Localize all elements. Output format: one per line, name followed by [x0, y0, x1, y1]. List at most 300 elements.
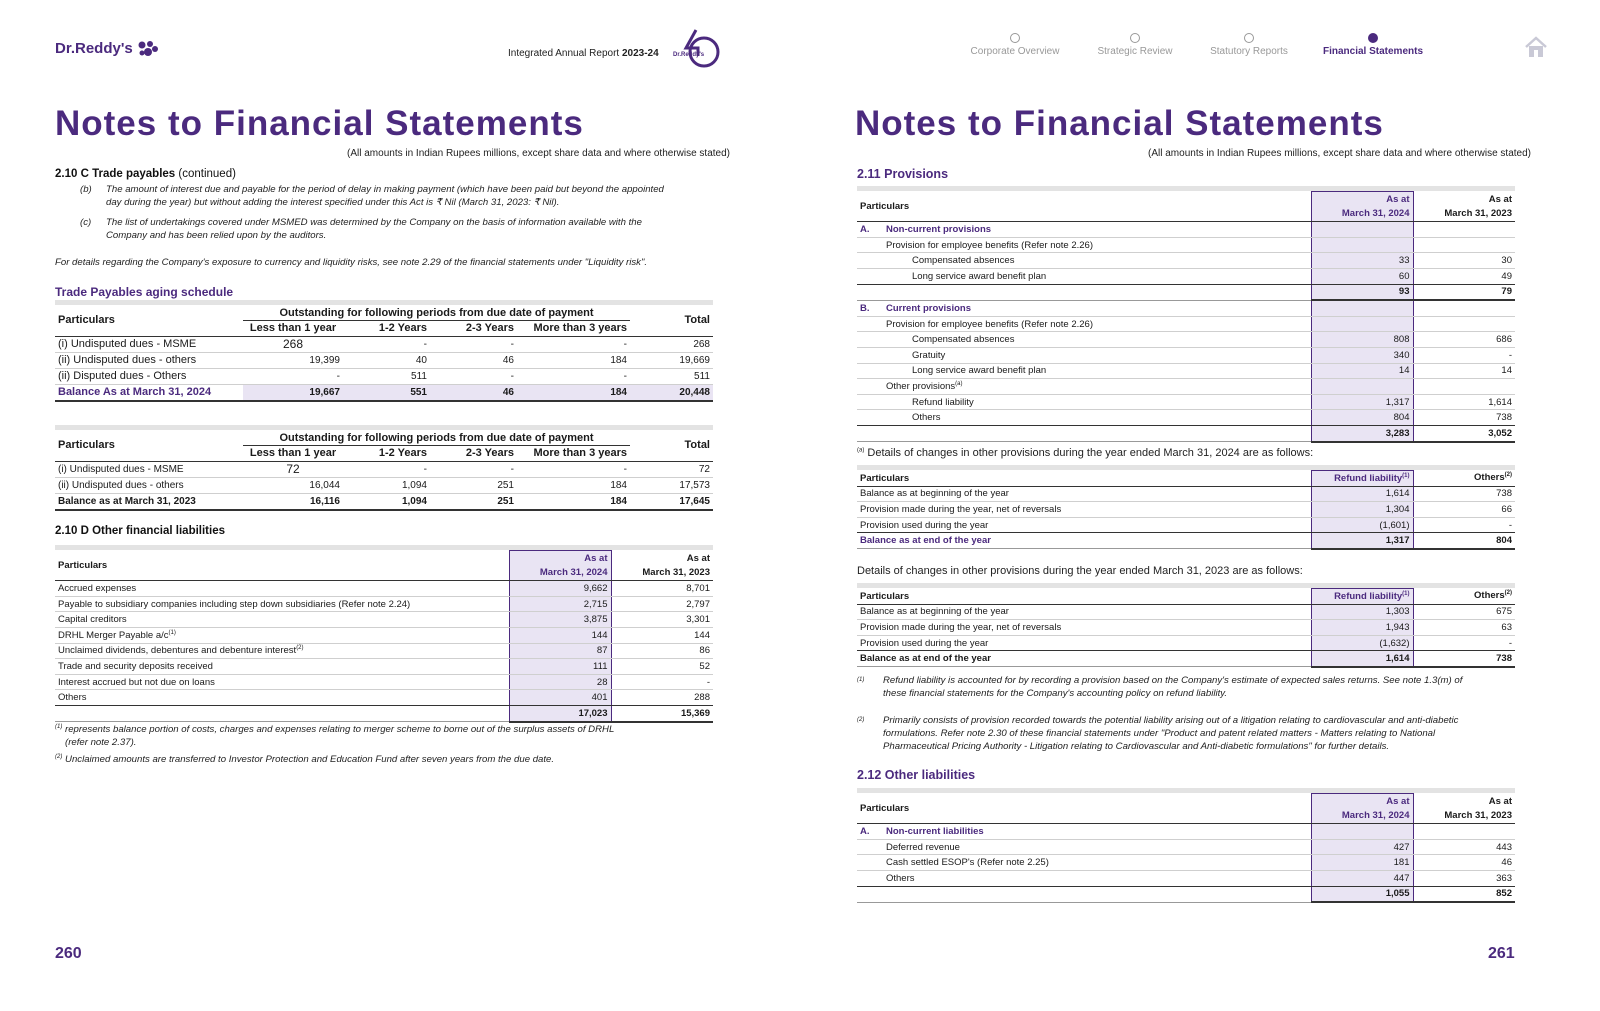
nav-corporate-overview[interactable]	[950, 33, 1080, 57]
cell: 1,317	[1311, 394, 1413, 410]
cell: 447	[1311, 870, 1413, 886]
row-label: Balance as at end of the year	[857, 651, 1311, 667]
cell: -	[343, 461, 430, 477]
nav-dot-icon	[1010, 33, 1020, 43]
row-label: Provision used during the year	[857, 635, 1311, 651]
cell: 1,303	[1311, 604, 1413, 620]
row-label: Long service award benefit plan	[909, 268, 1311, 284]
footnote-others	[857, 714, 1517, 756]
row-label: Interest accrued but not due on loans	[55, 674, 509, 690]
para-c	[80, 216, 720, 244]
row-index: A.	[857, 824, 883, 840]
cell	[883, 332, 909, 348]
footnote-ref: (2)	[296, 645, 304, 652]
footnote-ref: (a)	[955, 380, 963, 387]
cell	[883, 394, 909, 410]
nav-strategic-review[interactable]	[1070, 33, 1200, 57]
cell: 184	[517, 477, 630, 493]
ch23-particulars-header: Particulars	[857, 589, 1311, 605]
cell: -	[1413, 517, 1515, 533]
para-b-line1: The amount of interest due and payable for the period of delay in making payment (which have been paid but beyond the appointed	[106, 184, 664, 195]
ch24-particulars-header: Particulars	[857, 471, 1311, 487]
cell: 30	[1413, 253, 1515, 269]
col-label: Others	[1474, 590, 1505, 602]
aging-total-header: Total	[630, 430, 713, 461]
cell: 288	[611, 690, 713, 706]
section-211-heading: 2.11 Provisions	[857, 167, 949, 181]
row-label: Gratuity	[909, 347, 1311, 363]
cell	[1413, 824, 1515, 840]
cell: 1,943	[1311, 620, 1413, 636]
cell: 16,116	[243, 493, 343, 510]
cell	[883, 410, 909, 426]
row-label-wrap	[883, 379, 1311, 395]
cell: 14	[1311, 363, 1413, 379]
cell: 738	[1413, 486, 1515, 502]
nav-dot-icon	[1130, 33, 1140, 43]
ch24-col-refund	[1311, 471, 1413, 487]
cell: 1,614	[1311, 651, 1413, 667]
cell: 19,669	[630, 352, 713, 368]
provisions-table	[857, 191, 1515, 443]
aging-col-1-2: 1-2 Years	[378, 447, 427, 460]
cell	[857, 363, 883, 379]
page-title: Notes to Financial Statements	[55, 104, 584, 143]
table-row	[55, 643, 713, 659]
cell: 808	[1311, 332, 1413, 348]
cell: 79	[1413, 284, 1515, 300]
cell	[857, 410, 883, 426]
aging-group-header: Outstanding for following periods from due date of payment	[243, 430, 630, 446]
aging-col-1-2: 1-2 Years	[378, 322, 427, 335]
ol-col-2023: March 31, 2023	[1413, 809, 1515, 824]
ol-col-2024: March 31, 2024	[1311, 809, 1413, 824]
cell	[857, 332, 883, 348]
cell	[857, 347, 883, 363]
ofl-col-2023: March 31, 2023	[611, 566, 713, 581]
cell: 63	[1413, 620, 1515, 636]
col-label: Others	[1474, 472, 1505, 484]
table-row	[857, 316, 1515, 332]
section-210c-heading	[55, 168, 236, 180]
cell: -	[517, 336, 630, 352]
ol-particulars-header: Particulars	[857, 794, 1311, 824]
row-label: Balance As at March 31, 2024	[55, 384, 243, 401]
nav-label: Statutory Reports	[1210, 46, 1288, 57]
nav-label: Financial Statements	[1322, 46, 1424, 57]
row-label: Others	[883, 870, 1311, 886]
report-title	[508, 48, 659, 59]
aging-group-header: Outstanding for following periods from due date of payment	[243, 305, 630, 321]
cell: 251	[430, 477, 517, 493]
table-row	[857, 363, 1515, 379]
footnote-ref: (2)	[1504, 590, 1512, 597]
cell: 46	[430, 384, 517, 401]
liquidity-note: For details regarding the Company's exposure to currency and liquidity risks, see note 2.29 of the financial statements under "Liquidity risk".	[55, 257, 648, 268]
cell	[857, 268, 883, 284]
cell: 1,094	[343, 477, 430, 493]
footnote-1-marker: (1)	[55, 724, 63, 730]
prov-particulars-header: Particulars	[857, 192, 1311, 222]
para-b	[80, 183, 720, 211]
table-row	[55, 627, 713, 643]
footnote-1-line2: (refer note 2.37).	[65, 737, 137, 749]
cell: -	[243, 368, 343, 384]
cell: 3,301	[611, 612, 713, 628]
cell: 184	[517, 384, 630, 401]
cell	[857, 316, 883, 332]
cell: 1,055	[1311, 886, 1413, 902]
footnote-2-line1: Primarily consists of provision recorded towards the potential liability arising out of a litigation relating to cardiovascular and anti-diabetic	[883, 715, 1459, 726]
row-label: Long service award benefit plan	[909, 363, 1311, 379]
cell	[857, 379, 883, 395]
row-label: (i) Undisputed dues - MSME	[55, 461, 243, 477]
row-label: (ii) Undisputed dues - others	[55, 352, 243, 368]
row-label: Provision for employee benefits (Refer note 2.26)	[883, 237, 1311, 253]
cell: 19,399	[243, 352, 343, 368]
aging-col-gt3: More than 3 years	[533, 322, 627, 335]
cell	[1413, 316, 1515, 332]
aging-title: Trade Payables aging schedule	[55, 285, 234, 299]
row-label-wrap	[55, 627, 509, 643]
footnote-2-line2: formulations. Refer note 2.30 of these financial statements under "Product and patent related matters - Matters relating to National	[883, 728, 1436, 739]
cell	[883, 363, 909, 379]
cell: 46	[1413, 855, 1515, 871]
nav-label: Strategic Review	[1097, 46, 1173, 57]
nav-dot-icon	[1368, 33, 1378, 43]
cell: 2,797	[611, 596, 713, 612]
row-label: Trade and security deposits received	[55, 659, 509, 675]
footnote-2-marker: (2)	[55, 754, 63, 760]
cell: 401	[509, 690, 611, 706]
cell	[1311, 300, 1413, 316]
cell: 72	[630, 461, 713, 477]
row-label: (i) Undisputed dues - MSME	[55, 336, 243, 352]
cell: 93	[1311, 284, 1413, 300]
table-row	[55, 674, 713, 690]
table-row	[55, 461, 713, 477]
cell: 144	[611, 627, 713, 643]
aging-particulars-header: Particulars	[55, 430, 243, 461]
cell: 3,875	[509, 612, 611, 628]
cell	[1413, 237, 1515, 253]
ofl-asat-2023: As at	[686, 552, 710, 564]
section-210c-suffix: (continued)	[175, 168, 236, 180]
logo-text: Dr.Reddy's	[55, 40, 133, 57]
row-label: Balance as at end of the year	[857, 533, 1311, 549]
cell: 2,715	[509, 596, 611, 612]
table-row	[857, 486, 1515, 502]
cell	[857, 237, 883, 253]
cell: 28	[509, 674, 611, 690]
cell	[1311, 237, 1413, 253]
footnote-2-text: Unclaimed amounts are transferred to Investor Protection and Education Fund after seven years from the due date.	[65, 754, 555, 766]
col-label: Refund liability	[1334, 472, 1403, 484]
cell: -	[343, 336, 430, 352]
cell	[1413, 379, 1515, 395]
row-label: (ii) Disputed dues - Others	[55, 368, 243, 384]
aging-total-header: Total	[630, 305, 713, 336]
cell: 1,304	[1311, 502, 1413, 518]
table-row	[857, 394, 1515, 410]
row-label: Deferred revenue	[883, 839, 1311, 855]
logo-dots-icon	[137, 40, 159, 58]
cell: -	[430, 336, 517, 352]
row-label: Unclaimed dividends, debentures and debenture interest	[58, 645, 297, 657]
cell: 111	[509, 659, 611, 675]
cell: 363	[1413, 870, 1515, 886]
footnote-refund	[857, 674, 1517, 702]
table-row	[55, 659, 713, 675]
cell	[857, 253, 883, 269]
cell: 60	[1311, 268, 1413, 284]
amount-note: (All amounts in Indian Rupees millions, except share data and where otherwise stated)	[347, 148, 730, 159]
col-label: Refund liability	[1334, 590, 1403, 602]
report-title-year: 2023-24	[621, 48, 659, 59]
cell: 52	[611, 659, 713, 675]
cell: 17,645	[630, 493, 713, 510]
footnote-1-line1: Refund liability is accounted for by recording a provision based on the Company's estimate of expected sales returns. See note 1.3(m) of	[883, 675, 1463, 686]
nav-dot-icon	[1244, 33, 1254, 43]
page-title: Notes to Financial Statements	[855, 104, 1384, 143]
cell: 686	[1413, 332, 1515, 348]
footnote-ref: (1)	[168, 629, 176, 636]
ofl-asat-2024: As at	[509, 551, 611, 566]
row-label: Current provisions	[883, 300, 1311, 316]
cell	[857, 425, 1311, 441]
badge-text: Dr.Reddy's	[673, 52, 705, 58]
cell: 15,369	[611, 705, 713, 721]
row-label: Balance as at beginning of the year	[857, 486, 1311, 502]
row-label: Non-current liabilities	[883, 824, 1311, 840]
changes-2024-table	[857, 470, 1515, 550]
aging-table-2024	[55, 305, 713, 402]
table-row	[857, 502, 1515, 518]
table-row	[857, 253, 1515, 269]
table-row	[857, 517, 1515, 533]
row-index: B.	[857, 300, 883, 316]
other-financial-liabilities-table	[55, 550, 713, 723]
nav-statutory-reports[interactable]	[1184, 33, 1314, 57]
cell	[1413, 222, 1515, 238]
cell: 144	[509, 627, 611, 643]
cell	[857, 886, 1311, 902]
cell: 66	[1413, 502, 1515, 518]
ch24-col-others	[1413, 471, 1515, 487]
cell: 427	[1311, 839, 1413, 855]
cell: 738	[1413, 410, 1515, 426]
cell	[1311, 316, 1413, 332]
row-label: Payable to subsidiary companies including step down subsidiaries (Refer note 2.24)	[55, 596, 509, 612]
table-row	[55, 336, 713, 352]
table-row	[857, 222, 1515, 238]
ofl-col-2024: March 31, 2024	[509, 566, 611, 581]
prov-asat-2023: As at	[1488, 193, 1512, 205]
section-nav	[950, 33, 1430, 63]
footnote-1-line2: these financial statements for the Company's accounting policy on refund liability.	[883, 688, 1228, 699]
cell: 87	[509, 643, 611, 659]
cell: -	[430, 368, 517, 384]
section-210c-title: 2.10 C Trade payables	[55, 168, 176, 180]
table-row	[55, 690, 713, 706]
aging-col-2-3: 2-3 Years	[465, 447, 514, 460]
footnote-2-line3: Pharmaceutical Pricing Authority - Litigation relating to Cardiovascular and Anti-diabetic formulations" for further details.	[883, 741, 1390, 752]
company-logo[interactable]	[55, 40, 159, 58]
changes-2024-title	[857, 447, 1313, 459]
footnote-1-line1: represents balance portion of costs, charges and expenses relating to merger scheme to borne out of the surplus assets of DRHL	[65, 724, 615, 736]
cell	[857, 870, 883, 886]
row-label: Others	[55, 690, 509, 706]
section-210d-heading: 2.10 D Other financial liabilities	[55, 525, 226, 537]
cell: 14	[1413, 363, 1515, 379]
total-row	[857, 886, 1515, 902]
row-label: Compensated absences	[909, 253, 1311, 269]
cell: -	[430, 461, 517, 477]
cell: -	[1413, 635, 1515, 651]
row-label-wrap	[55, 643, 509, 659]
row-label: Compensated absences	[909, 332, 1311, 348]
table-row	[857, 870, 1515, 886]
table-row	[857, 620, 1515, 636]
table-row	[857, 268, 1515, 284]
cell: 16,044	[243, 477, 343, 493]
report-title-prefix: Integrated Annual Report	[508, 48, 622, 59]
aging-col-lt1: Less than 1 year	[249, 322, 337, 335]
footnote-ref: (1)	[1402, 472, 1410, 479]
cell: -	[517, 368, 630, 384]
table-row	[857, 855, 1515, 871]
cell	[883, 253, 909, 269]
row-label: Accrued expenses	[55, 581, 509, 597]
cell	[1311, 824, 1413, 840]
ch23-col-others	[1413, 589, 1515, 605]
cell: 268	[243, 336, 343, 352]
cell: 9,662	[509, 581, 611, 597]
aging-col-lt1: Less than 1 year	[249, 447, 337, 460]
table-row	[857, 347, 1515, 363]
ch23-col-refund	[1311, 589, 1413, 605]
row-label	[55, 705, 509, 721]
cell: 1,317	[1311, 533, 1413, 549]
cell: 181	[1311, 855, 1413, 871]
para-c-line2: Company and has been relied upon by the auditors.	[106, 230, 327, 241]
row-label: Balance as at beginning of the year	[857, 604, 1311, 620]
row-label: (ii) Undisputed dues - others	[55, 477, 243, 493]
cell: 8,701	[611, 581, 713, 597]
total-row	[55, 705, 713, 721]
footnote-ref: (a)	[857, 447, 865, 454]
cell: 40	[343, 352, 430, 368]
cell: 511	[343, 368, 430, 384]
changes-2023-table	[857, 588, 1515, 668]
para-c-label: (c)	[80, 217, 92, 228]
row-label: Provision made during the year, net of reversals	[857, 502, 1311, 518]
row-label: Capital creditors	[55, 612, 509, 628]
table-row	[857, 839, 1515, 855]
cell	[857, 839, 883, 855]
row-index: A.	[857, 222, 883, 238]
cell: 268	[630, 336, 713, 352]
ol-asat-2024: As at	[1311, 794, 1413, 809]
cell: -	[611, 674, 713, 690]
row-label: Provision used during the year	[857, 517, 1311, 533]
row-label: Other provisions	[886, 381, 956, 392]
cell: 443	[1413, 839, 1515, 855]
table-row	[55, 477, 713, 493]
ol-asat-2023: As at	[1488, 795, 1512, 807]
cell: 3,283	[1311, 425, 1413, 441]
cell	[857, 394, 883, 410]
total-row	[857, 651, 1515, 667]
row-label: DRHL Merger Payable a/c	[58, 629, 169, 641]
cell	[1311, 379, 1413, 395]
para-b-line2: day during the year) but without adding the interest specified under this Act is ₹ Nil (March 31, 2023: ₹ Nil).	[106, 197, 560, 208]
cell: 852	[1413, 886, 1515, 902]
row-label: Refund liability	[909, 394, 1311, 410]
total-row	[857, 533, 1515, 549]
table-row	[857, 410, 1515, 426]
section-212-heading: 2.12 Other liabilities	[857, 768, 976, 782]
para-c-line1: The list of undertakings covered under MSMED was determined by the Company on the basis of information available with the	[106, 217, 642, 228]
table-row	[857, 604, 1515, 620]
prov-asat-2024: As at	[1311, 192, 1413, 207]
page-number-right: 261	[1488, 945, 1515, 962]
footnote-2	[55, 751, 554, 766]
cell: -	[1413, 347, 1515, 363]
row-label: Non-current provisions	[883, 222, 1311, 238]
footnote-2-marker: (2)	[857, 717, 865, 723]
para-b-label: (b)	[80, 184, 92, 195]
footnote-ref: (1)	[1402, 590, 1410, 597]
table-row	[857, 300, 1515, 316]
cell: 184	[517, 493, 630, 510]
footnote-1	[55, 721, 614, 749]
home-icon[interactable]	[1524, 36, 1548, 58]
aging-table-2023	[55, 430, 713, 511]
cell: 17,573	[630, 477, 713, 493]
row-label: Others	[909, 410, 1311, 426]
subtotal-row	[857, 284, 1515, 300]
table-row	[55, 581, 713, 597]
changes-2024-text: Details of changes in other provisions during the year ended March 31, 2024 are as follows:	[867, 447, 1314, 459]
cell: 340	[1311, 347, 1413, 363]
cell: 3,052	[1413, 425, 1515, 441]
cell: 804	[1413, 533, 1515, 549]
cell: 72	[243, 461, 343, 477]
cell	[883, 268, 909, 284]
row-label: Provision for employee benefits (Refer note 2.26)	[883, 316, 1311, 332]
cell: 511	[630, 368, 713, 384]
table-row	[857, 332, 1515, 348]
cell: 184	[517, 352, 630, 368]
cell: 49	[1413, 268, 1515, 284]
table-row	[55, 352, 713, 368]
cell: 251	[430, 493, 517, 510]
cell: -	[517, 461, 630, 477]
nav-financial-statements[interactable]	[1308, 33, 1438, 57]
cell: 20,448	[630, 384, 713, 401]
cell: 1,614	[1413, 394, 1515, 410]
table-row	[857, 635, 1515, 651]
ofl-particulars-header: Particulars	[55, 551, 509, 581]
table-row	[857, 379, 1515, 395]
cell: (1,601)	[1311, 517, 1413, 533]
other-liabilities-table	[857, 793, 1515, 903]
table-row	[857, 237, 1515, 253]
cell: 1,614	[1311, 486, 1413, 502]
row-label: Balance as at March 31, 2023	[55, 493, 243, 510]
balance-row	[55, 384, 713, 401]
